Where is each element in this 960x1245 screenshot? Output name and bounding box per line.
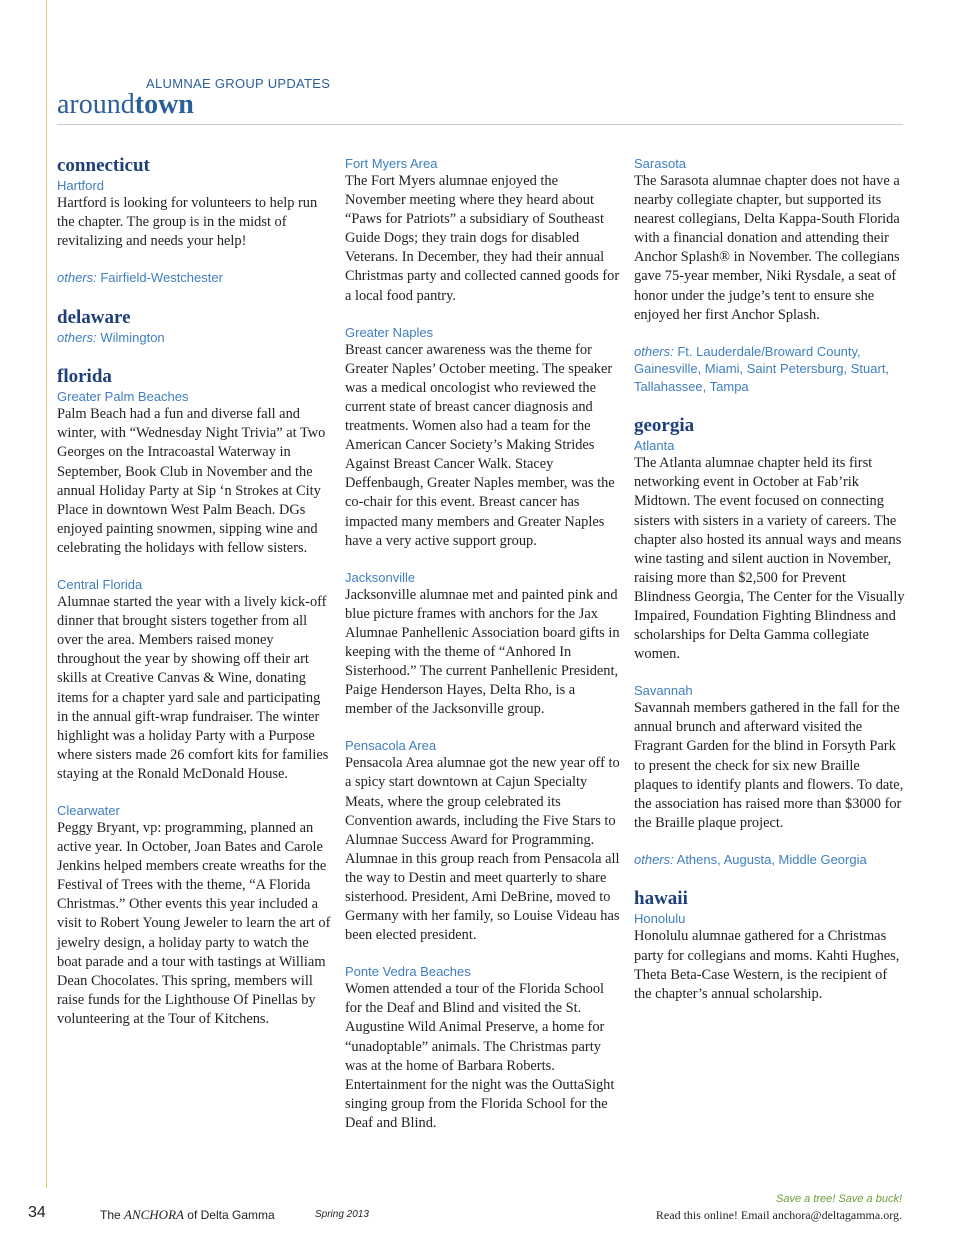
article-paragraph: Jacksonville alumnae met and painted pink and blue picture frames with anchors for the Jax Alumnae Panhellenic Association board gifts in keeping with the theme of “Anhored In Sisterhood.” The current Panhellenic President, Paige Henderson Hayes, Delta Rho, is a member of the Jacksonville group. (345, 586, 620, 718)
city-heading: Ponte Vedra Beaches (345, 964, 471, 980)
city-heading: Fort Myers Area (345, 156, 438, 171)
city-heading: Jacksonville (345, 569, 416, 585)
state-heading-connecticut: connecticut (57, 155, 150, 176)
city-heading: Clearwater (57, 802, 120, 818)
publication-prefix: The (100, 1208, 125, 1222)
others-label: others: (57, 329, 97, 345)
magazine-title: ANCHORA (124, 1207, 184, 1222)
article-paragraph: Palm Beach had a fun and diverse fall and winter, with “Wednesday Night Trivia” at Two Georges on the Intracoastal Waterway in September, Book Club in November and the annual Holiday Party at Sip ‘n Strokes at City Place in downtown West Palm Beach. DGs enjoyed painting snowmen, sipping wine and celebrating the holidays with fellow sisters. (57, 406, 326, 556)
city-heading: Honolulu (634, 911, 686, 927)
article-paragraph: The Fort Myers alumnae enjoyed the November meeting where they heard about “Paws for Patriots” a subsidiary of Southeast Guide Dogs; they train dogs for disabled Veterans. In December, they had their annual Christmas party and collected canned goods for a local food pantry. (345, 173, 620, 304)
city-heading: Savannah (634, 683, 693, 699)
city-heading: Greater Naples (345, 324, 434, 340)
article-paragraph: Honolulu alumnae gathered for a Christmas party for collegians and moms. Kahti Hughes, Theta Beta-Case Western, is the recipient of the chapter’s annual scholarship. (634, 928, 900, 1002)
page-title-light: around (57, 89, 135, 120)
column-2 (345, 155, 621, 1133)
city-heading: Atlanta (634, 438, 675, 454)
city-heading: Central Florida (57, 577, 143, 593)
others-values: Athens, Augusta, Middle Georgia (673, 851, 867, 867)
article-paragraph: Hartford is looking for volunteers to help run the chapter. The group is in the midst of revitalizing and needs your help! (57, 195, 318, 250)
state-heading-hawaii: hawaii (634, 888, 688, 910)
section-kicker: ALUMNAE GROUP UPDATES (146, 76, 331, 91)
article-paragraph: Pensacola Area alumnae got the new year off to a spicy start downtown at Cajun Specialty Meats, where the group celebrated its Convention awards, including the Five Stars to Alumnae Success Award for Programming. Alumnae in this group reach from Pensacola all the way to Destin and meet quarterly to share sisterhood. President, Ami DeBrine, moved to Germany with her family, so Louise Videau has been elected president. (345, 755, 620, 944)
header-divider (57, 124, 903, 125)
save-tagline: Save a tree! Save a buck! (776, 1193, 902, 1205)
page-title (57, 88, 194, 122)
publication-suffix: of Delta Gamma (183, 1208, 275, 1222)
state-heading-florida: florida (57, 366, 112, 388)
others-list (634, 851, 906, 869)
column-3 (634, 155, 906, 1004)
article-paragraph: Alumnae started the year with a lively kick-off dinner that brought sisters together from all over the area. Members raised money throughout the year by showing off their art skills at Creative Canvas & Wine, donating items for a chapter yard sale and participating in the annual gift-wrap fundraiser. The winter highlight was a holiday Party with a Purpose where sisters made 26 comfort kits for families staying at the Ronald McDonald House. (57, 594, 329, 782)
others-list (57, 329, 332, 347)
city-heading: Hartford (57, 178, 104, 193)
others-label: others: (634, 851, 674, 867)
page-number: 34 (28, 1204, 46, 1221)
others-label: others: (634, 343, 674, 359)
others-label: others: (57, 270, 97, 286)
issue-season: Spring 2013 (315, 1209, 369, 1220)
city-heading: Sarasota (634, 156, 687, 171)
others-list (634, 343, 906, 396)
others-values: Fairfield-Westchester (96, 270, 223, 286)
city-heading: Greater Palm Beaches (57, 389, 189, 405)
others-values: Wilmington (96, 329, 165, 345)
article-paragraph: Peggy Bryant, vp: programming, planned an active year. In October, Joan Bates and Carole Jenkins helped members create wreaths for the Festival of Trees with the theme, “A Florida Christmas.” Other events this year included a visit to Robert Young Jeweler to learn the art of jewelry design, a holiday party to watch the boat parade and a tour with tastings at William Dean Chocolates. This spring, members will raise funds for the Lighthouse Of Pinellas by volunteering at the Tour of Kitchens. (57, 819, 331, 1027)
article-paragraph: The Sarasota alumnae chapter does not have a nearby collegiate chapter, but supported its nearest collegians, Delta Kappa-South Florida with a financial donation and attending their Anchor Splash® in November. The collegians gave 75-year member, Niki Rysdale, a seat of honor under the judge’s tent to ensure she enjoyed her first Anchor Splash. (634, 173, 900, 323)
article-paragraph: Savannah members gathered in the fall for the annual brunch and afterward visited the Fragrant Garden for the blind in Forsyth Park to present the check for six new Braille plaques to identify plants and flowers. To date, the association has raised more than $3000 for the Braille plaque project. (634, 700, 904, 831)
state-heading-georgia: georgia (634, 415, 695, 437)
article-paragraph: Women attended a tour of the Florida School for the Deaf and Blind and visited the St. Augustine Wild Animal Preserve, a home for “unadoptable” animals. The Christmas party was at the home of Barbara Roberts. Entertainment for the night was the OuttaSight singing group from the Florida School for the Deaf and Blind. (345, 981, 615, 1131)
margin-rule (46, 0, 47, 1188)
publication-name (100, 1207, 275, 1223)
column-1 (57, 155, 332, 1029)
others-values: Ft. Lauderdale/Broward County, Gainesville, Miami, Saint Petersburg, Stuart, Tallahassee, Tampa (634, 343, 890, 394)
read-online-note: Read this online! Email anchora@deltagamma.org. (655, 1208, 902, 1222)
state-heading-delaware: delaware (57, 306, 131, 328)
others-list (57, 269, 332, 287)
page-title-bold: town (134, 89, 194, 120)
article-paragraph: The Atlanta alumnae chapter held its first networking event in October at Fab’rik Midtown. The event focused on connecting sisters with sisters in a variety of careers. The chapter also hosted its annual ways and means wine tasting and silent auction in November, raising more than $2,500 for Prevent Blindness Georgia, The Center for the Visually Impaired, Foundation Fighting Blindness and scholarships for Delta Gamma collegiate women. (634, 455, 905, 663)
city-heading: Pensacola Area (345, 738, 437, 754)
article-paragraph: Breast cancer awareness was the theme for Greater Naples’ October meeting. The speaker was a medical oncologist who reviewed the current state of breast cancer diagnosis and treatments. Women also had a team for the American Cancer Society’s Making Strides Against Breast Cancer Walk. Stacey Deffenbaugh, Greater Naples member, was the co-chair for this event. Breast cancer has impacted many members and Greater Naples have a very active support group. (345, 341, 615, 549)
